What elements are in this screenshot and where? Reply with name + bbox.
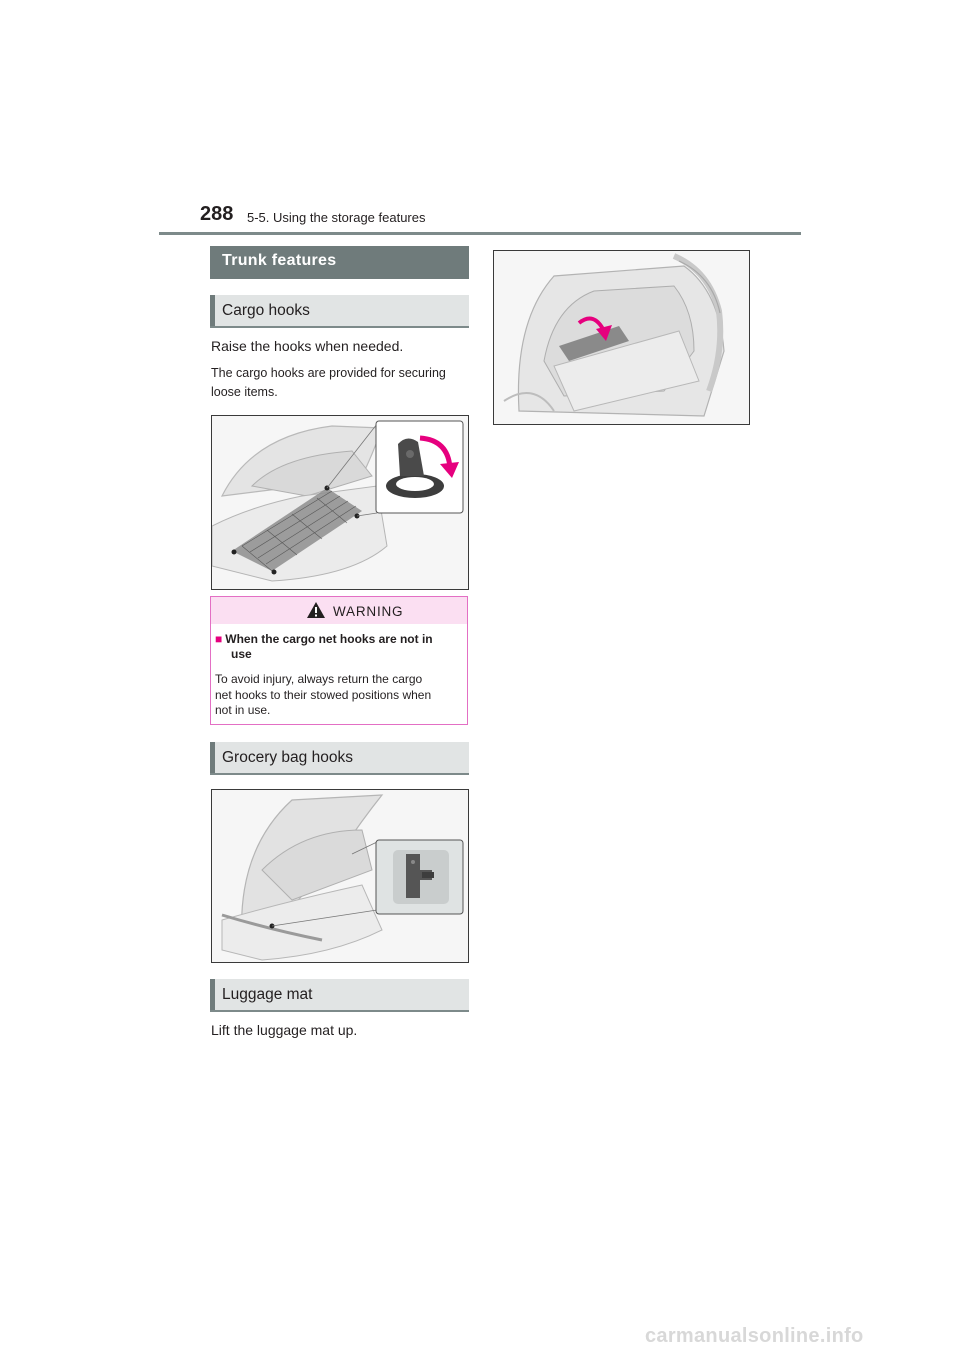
warning-icon: [306, 601, 326, 619]
luggage-mat-heading-label: Luggage mat: [222, 986, 313, 1003]
page-number: 288: [200, 203, 234, 225]
cargo-net-drawing: [212, 416, 468, 589]
grocery-bag-hooks-heading-label: Grocery bag hooks: [222, 749, 353, 766]
warning-bullet: ■: [215, 632, 223, 646]
footer-watermark: carmanualsonline.info: [645, 1325, 864, 1347]
warning-subtitle: [215, 632, 460, 662]
warning-body-line-3: not in use.: [215, 703, 271, 717]
warning-subtitle-line-1: When the cargo net hooks are not in: [225, 632, 433, 646]
cargo-hooks-heading-label: Cargo hooks: [222, 302, 310, 319]
warning-title: WARNING: [333, 604, 404, 619]
warning-body: [215, 672, 465, 719]
chapter-title: 5-5. Using the storage features: [247, 210, 426, 225]
grocery-bag-hooks-heading: [210, 742, 469, 775]
warning-subtitle-line-2: use: [231, 647, 252, 661]
warning-body-line-2: net hooks to their stowed positions when: [215, 687, 432, 702]
cargo-hooks-heading: [210, 295, 469, 328]
warning-body-line-1: To avoid injury, always return the cargo: [215, 672, 423, 686]
grocery-hook-drawing: [212, 790, 468, 962]
cargo-hooks-note: [211, 364, 469, 402]
grocery-bag-hooks-illustration: [211, 789, 469, 963]
section-title: Trunk features: [210, 246, 469, 279]
warning-box: [210, 596, 468, 725]
luggage-mat-heading: [210, 979, 469, 1012]
luggage-mat-drawing: [494, 251, 749, 424]
cargo-hooks-instruction: Raise the hooks when needed.: [211, 338, 404, 354]
cargo-hooks-illustration: [211, 415, 469, 590]
luggage-mat-illustration: [493, 250, 750, 425]
cargo-hooks-note-line-1: The cargo hooks are provided for securing: [211, 366, 446, 380]
header-divider: [159, 232, 801, 235]
cargo-hooks-note-line-2: loose items.: [211, 385, 278, 399]
luggage-mat-instruction: Lift the luggage mat up.: [211, 1022, 358, 1038]
